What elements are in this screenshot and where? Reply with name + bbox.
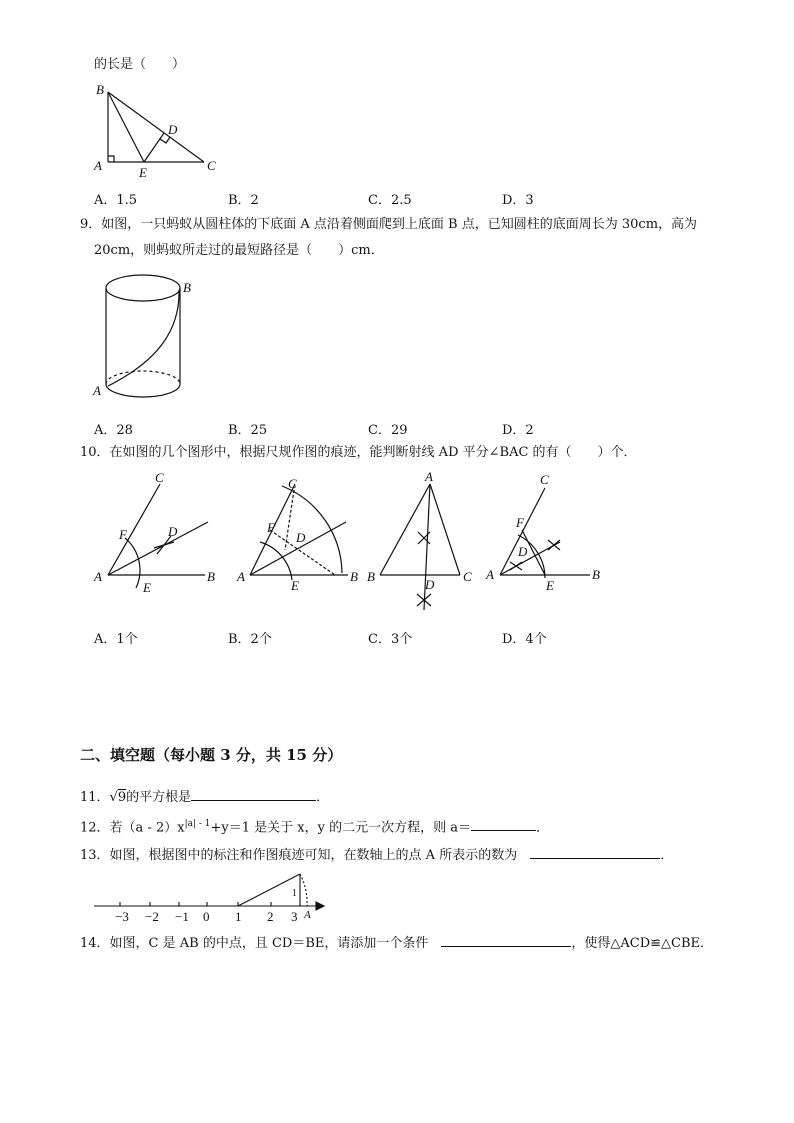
q13-tick-label: −2 — [145, 909, 159, 924]
q11-end: ． — [316, 790, 330, 805]
q11-line — [80, 787, 329, 807]
q9-option-b: B．25 — [228, 423, 268, 438]
q10-f4-label-c: C — [540, 472, 549, 487]
q10-f2-label-a: A — [237, 569, 245, 584]
q13-tick-label: 1 — [235, 909, 242, 924]
q13-tick-label: −1 — [175, 909, 189, 924]
q13-end: ． — [660, 848, 674, 863]
q10-option-c: C．3个 — [368, 632, 413, 647]
sqrt-symbol: √ — [109, 790, 118, 805]
q8-side-bc — [108, 92, 204, 162]
q13-arrow-head — [316, 902, 324, 910]
q13-number-line-figure — [88, 866, 338, 924]
q9-top-ellipse — [106, 275, 180, 301]
q13-tick-label: 0 — [203, 909, 210, 924]
q8-option-c: C．2.5 — [368, 193, 412, 208]
q12-suffix: +y＝1 是关于 x，y 的二元一次方程，则 a＝ — [210, 820, 471, 836]
q8-right-angle-d — [160, 137, 170, 143]
q10-f4-label-e: E — [546, 578, 554, 593]
q12-prefix: 12．若（a - 2）x — [80, 820, 185, 836]
section-2-heading: 二、填空题（每小题 3 分，共 15 分） — [80, 746, 343, 764]
q10-f4-label-d: D — [518, 544, 528, 559]
q13-text: 13．如图，根据图中的标注和作图痕迹可知，在数轴上的点 A 所表示的数为 — [80, 848, 518, 863]
q10-f2-label-f: F — [267, 520, 275, 535]
q11-answer-blank[interactable] — [191, 787, 316, 801]
q12-exponent: |a| - 1 — [184, 819, 211, 829]
q14-answer-blank[interactable] — [441, 933, 571, 947]
q8-label-c: C — [207, 158, 216, 173]
q8-segment-de — [144, 133, 164, 162]
q13-hypotenuse — [238, 874, 300, 906]
q10-f3-label-c: C — [463, 569, 472, 584]
q10-f1-label-b: B — [207, 569, 215, 584]
q8-segment-be — [108, 92, 144, 162]
q10-option-b: B．2个 — [228, 632, 272, 647]
q10-figures — [90, 470, 610, 615]
q10-figure-4 — [500, 488, 590, 578]
q14-line — [80, 933, 713, 953]
q8-option-b: B．2 — [228, 193, 259, 208]
q13-compass-arc — [300, 874, 307, 906]
q8-label-e: E — [139, 165, 147, 180]
q14-text: 14．如图，C 是 AB 的中点，且 CD＝BE，请添加一个条件 — [80, 936, 429, 951]
q8-option-a: A．1.5 — [94, 193, 138, 208]
q9-option-c: C．29 — [368, 423, 408, 438]
q9-label-a: A — [93, 383, 101, 398]
q13-answer-blank[interactable] — [530, 845, 660, 859]
q10-f1-label-d: D — [168, 524, 178, 539]
q9-option-a: A．28 — [94, 423, 133, 438]
q10-f4-label-b: B — [592, 567, 600, 582]
q13-tick-label: 3 — [291, 909, 298, 924]
q11-radicand: 9 — [117, 790, 127, 805]
q8-label-a: A — [94, 158, 102, 173]
q10-f4-label-f: F — [516, 515, 524, 530]
q10-stem: 10．在如图的几个图形中，根据尺规作图的痕迹，能判断射线 AD 平分∠BAC 的有（ ）个． — [80, 445, 637, 460]
q8-label-d: D — [168, 122, 178, 137]
q13-tick-label: 2 — [267, 909, 274, 924]
q10-f2-label-b: B — [350, 569, 358, 584]
q10-f1-label-e: E — [143, 580, 151, 595]
q14-suffix: ，使得△ACD≌△CBE． — [571, 936, 714, 951]
q9-bottom-front-arc — [106, 384, 180, 397]
q8-figure — [88, 78, 228, 180]
q10-f3-label-b: B — [367, 569, 375, 584]
q13-side-label: 1 — [292, 888, 297, 899]
q13-tick-label: −3 — [115, 909, 129, 924]
q10-option-a: A．1个 — [94, 632, 138, 647]
q10-f1-label-c: C — [155, 470, 164, 485]
q10-f2-label-e: E — [291, 578, 299, 593]
q13-line — [80, 845, 673, 865]
q10-f1-label-a: A — [94, 569, 102, 584]
q9-bottom-back-arc — [106, 371, 180, 384]
q9-stem-line1: 9．如图，一只蚂蚁从圆柱体的下底面 A 点沿着侧面爬到上底面 B 点，已知圆柱的底面周长为 30cm，高为 — [80, 217, 698, 232]
q9-label-b: B — [183, 280, 191, 295]
q13-point-label-a: A — [304, 909, 311, 921]
q8-option-d: D．3 — [502, 193, 534, 208]
q11-number: 11． — [80, 790, 110, 805]
q10-f4-label-a: A — [486, 567, 494, 582]
q10-option-d: D．4个 — [502, 632, 547, 647]
q12-end: ． — [535, 820, 549, 836]
q8-right-angle-a — [108, 156, 114, 162]
q12-line — [80, 815, 549, 837]
q8-label-b: B — [96, 82, 104, 97]
q10-f2-label-d: D — [296, 530, 306, 545]
q10-f3-label-d: D — [425, 577, 435, 592]
q9-cylinder-figure — [90, 268, 202, 402]
q8-stem-tail: 的长是（ ） — [94, 57, 186, 72]
q10-figure-3 — [380, 484, 460, 610]
q10-f3-label-a: A — [425, 470, 433, 484]
q11-text: 的平方根是 — [126, 790, 192, 805]
q10-f2-label-c: C — [288, 476, 297, 491]
q12-answer-blank[interactable] — [471, 817, 536, 831]
q10-f1-label-f: F — [119, 527, 127, 542]
q9-option-d: D．2 — [502, 423, 534, 438]
q9-stem-line2: 20cm，则蚂蚁所走过的最短路径是（ ）cm． — [94, 243, 384, 258]
